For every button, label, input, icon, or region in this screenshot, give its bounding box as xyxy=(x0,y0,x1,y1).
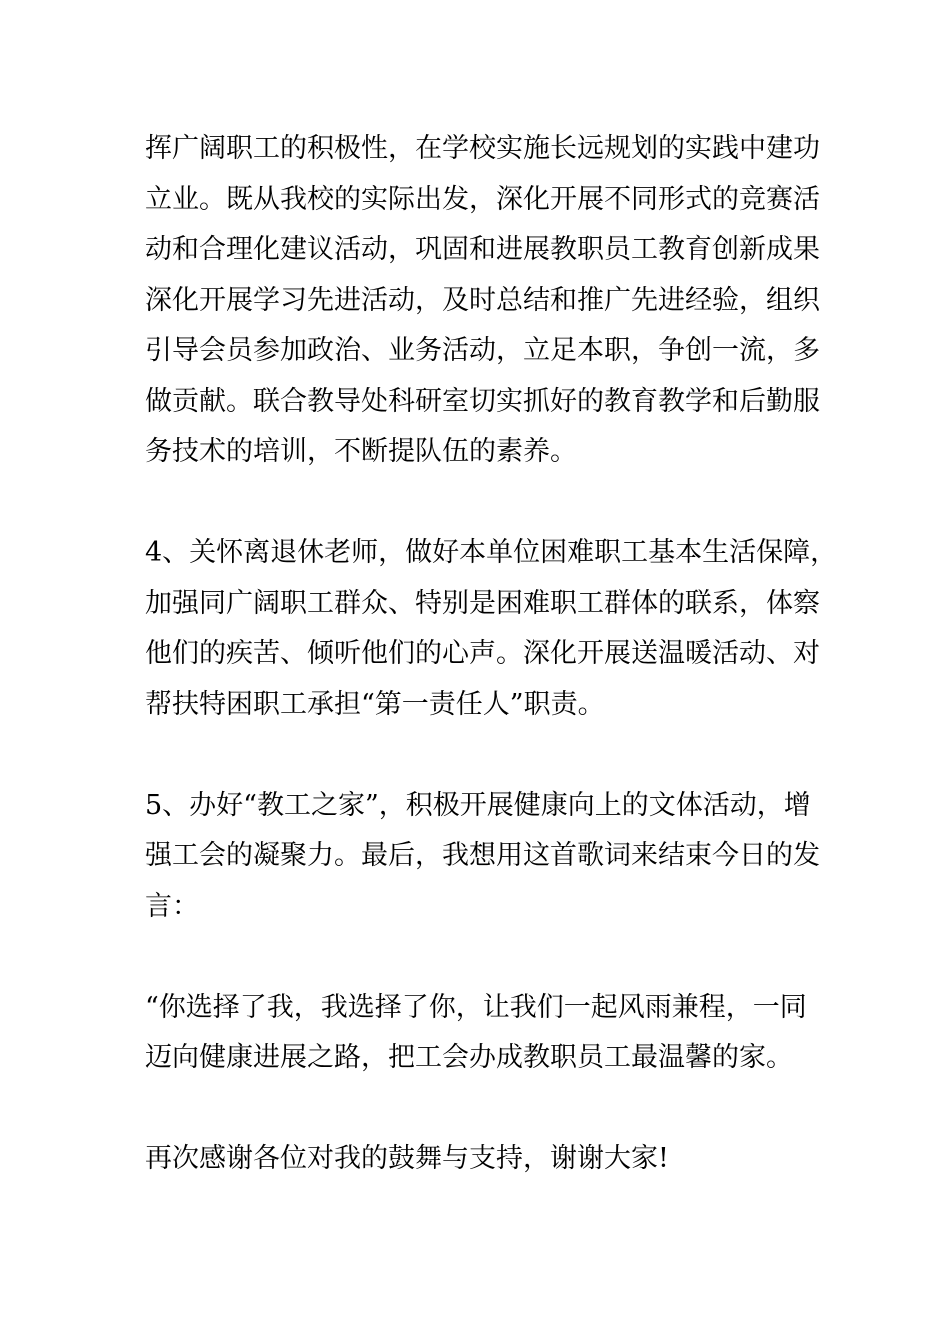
paragraph-line: 强工会的凝聚力。最后，我想用这首歌词来结束今日的发 xyxy=(145,840,820,871)
document-body xyxy=(145,124,838,1185)
paragraph-line: 引导会员参加政治、业务活动，立足本职，争创一流，多 xyxy=(145,335,820,366)
paragraph-line: 帮扶特困职工承担“第一责任人”职责。 xyxy=(145,688,605,720)
paragraph-line: 动和合理化建议活动，巩固和进展教职员工教育创新成果 xyxy=(145,234,820,265)
paragraph-line: 4、关怀离退休老师，做好本单位困难职工基本生活保障， xyxy=(145,537,838,568)
paragraph-line: 务技术的培训，不断提队伍的素养。 xyxy=(145,436,577,467)
paragraph-line: 做贡献。联合教导处科研室切实抓好的教育教学和后勤服 xyxy=(145,385,820,417)
paragraph-quote xyxy=(145,983,810,1084)
paragraph-line: 挥广阔职工的积极性，在学校实施长远规划的实践中建功 xyxy=(145,133,820,164)
paragraph-closing xyxy=(145,1134,810,1185)
paragraph-line: 5、办好“教工之家”，积极开展健康向上的文体活动，增 xyxy=(145,789,811,821)
paragraph-spacer xyxy=(145,1084,810,1135)
paragraph-line: 立业。既从我校的实际出发，深化开展不同形式的竞赛活 xyxy=(145,183,820,215)
paragraph-spacer xyxy=(145,730,810,781)
paragraph-line: 迈向健康进展之路，把工会办成教职员工最温馨的家。 xyxy=(145,1042,793,1073)
paragraph-line: 深化开展学习先进活动，及时总结和推广先进经验，组织 xyxy=(145,284,820,316)
paragraph-spacer xyxy=(145,932,810,983)
paragraph-1 xyxy=(145,124,820,478)
paragraph-spacer xyxy=(145,478,810,529)
paragraph-line: 他们的疾苦、倾听他们的心声。深化开展送温暖活动、对 xyxy=(145,638,820,669)
paragraph-line: “你选择了我，我选择了你，让我们一起风雨兼程，一同 xyxy=(145,991,807,1023)
paragraph-line: 加强同广阔职工群众、特别是困难职工群体的联系，体察 xyxy=(145,587,820,619)
paragraph-line: 再次感谢各位对我的鼓舞与支持，谢谢大家! xyxy=(145,1143,669,1174)
paragraph-item-5 xyxy=(145,781,820,933)
paragraph-item-4 xyxy=(145,528,838,730)
paragraph-line: 言： xyxy=(145,890,199,922)
